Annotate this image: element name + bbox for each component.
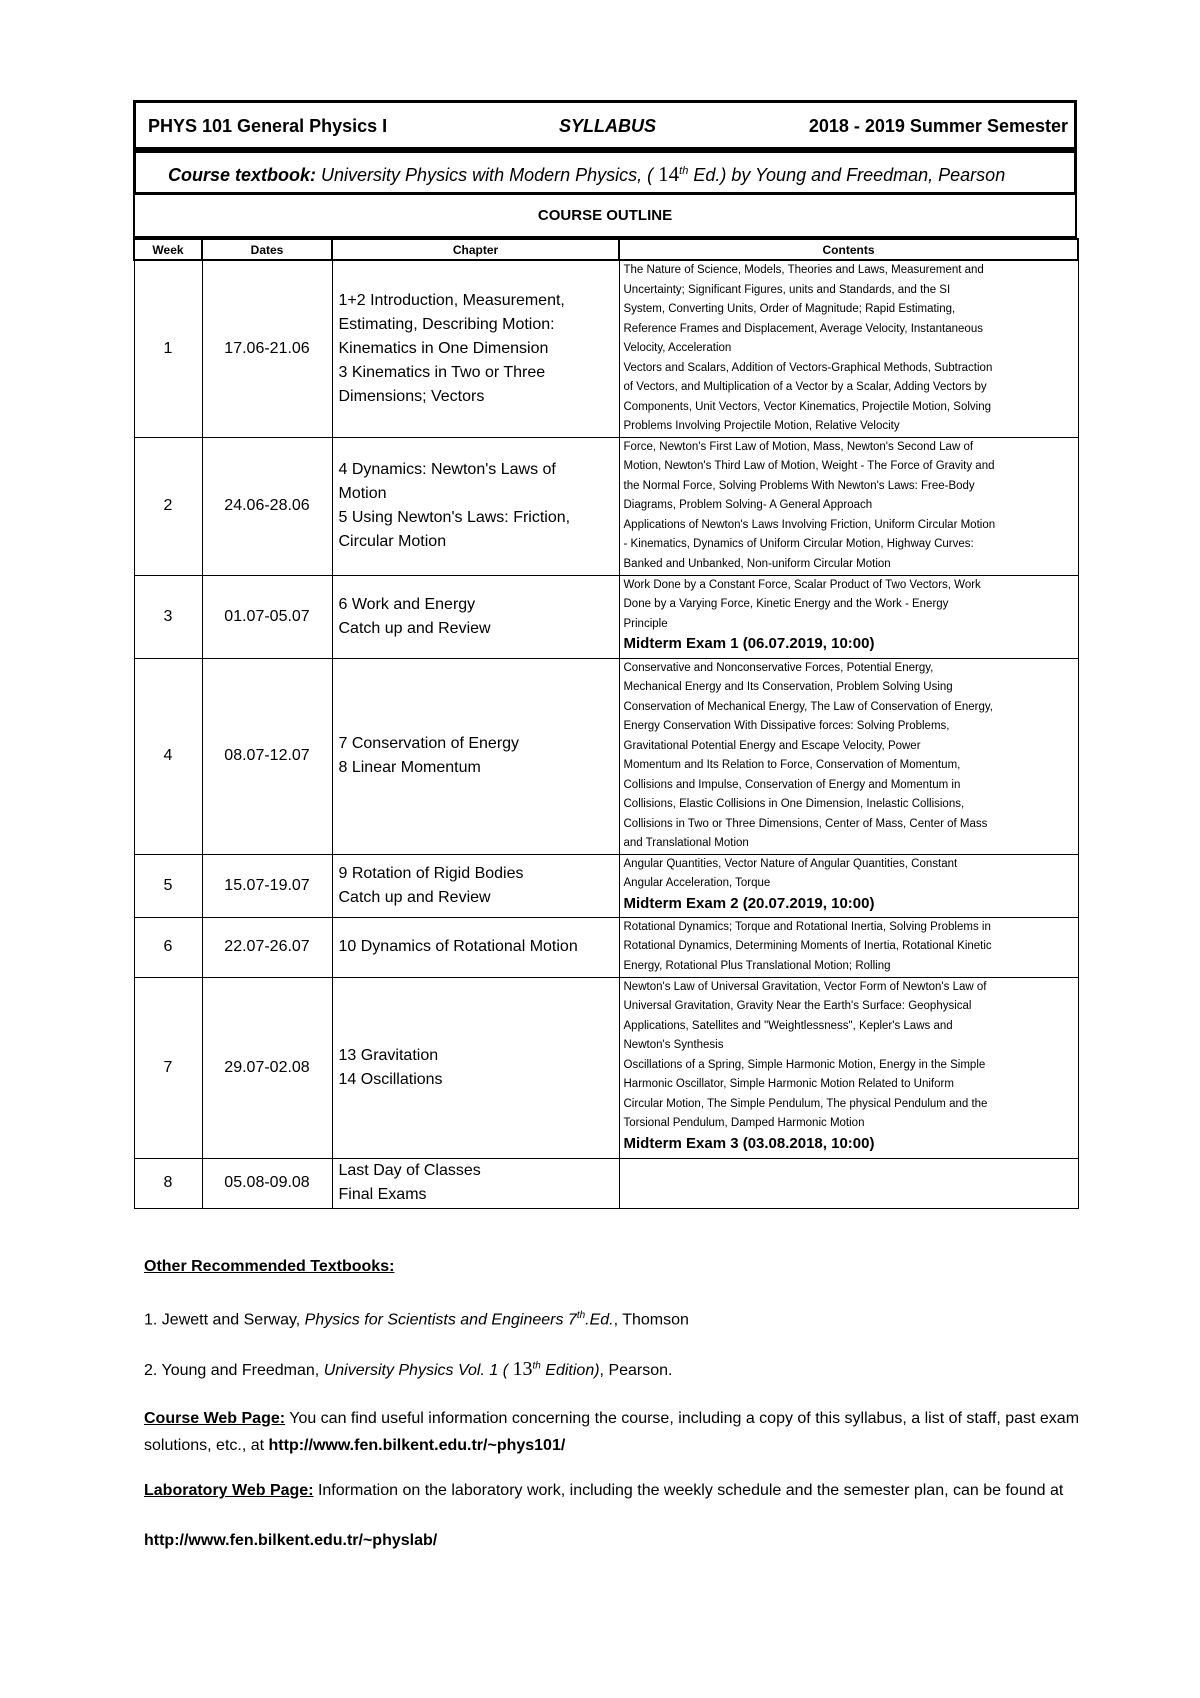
chapter-cell [332,575,619,658]
contents-line: Newton's Law of Universal Gravitation, Vector Form of Newton's Law of [623,980,987,993]
dates-cell: 17.06-21.06 [202,260,332,437]
header-week: Week [134,239,202,260]
contents-line: Velocity, Acceleration [623,342,732,354]
contents-line: Momentum and Its Relation to Force, Conservation of Momentum, [623,759,961,771]
contents-line: Newton's Synthesis [623,1039,724,1051]
contents-line: Rotational Dynamics; Torque and Rotational Inertia, Solving Problems in [623,920,991,933]
chapter-cell [332,917,619,977]
course-web-page-label: Course Web Page: [144,1410,286,1427]
contents-line: Rotational Dynamics, Determining Moments of Inertia, Rotational Kinetic [623,940,992,952]
chapter-line: Dimensions; Vectors [338,387,485,405]
course-textbook-label: Course textbook: [168,165,317,185]
header-contents: Contents [619,239,1078,260]
syllabus-header [133,100,1077,153]
chapter-line: 3 Kinematics in Two or Three [338,363,546,381]
dates-cell: 01.07-05.07 [202,575,332,658]
contents-line: Components, Unit Vectors, Vector Kinematics, Projectile Motion, Solving [623,400,992,413]
chapter-line: 9 Rotation of Rigid Bodies [338,864,524,882]
table-row [134,260,1078,437]
contents-line: Collisions in Two or Three Dimensions, Center of Mass, Center of Mass [623,817,988,830]
table-row [134,854,1078,917]
document-title: SYLLABUS [559,116,657,136]
week-cell: 6 [134,917,202,977]
chapter-line: 5 Using Newton's Laws: Friction, [338,509,571,526]
contents-line: of Vectors, and Multiplication of a Vector by a Scalar, Adding Vectors by [623,381,987,393]
dates-cell: 29.07-02.08 [202,977,332,1158]
book-1-title: Physics for Scientists and Engineers 7 [304,1311,577,1329]
contents-line: Problems Involving Projectile Motion, Relative Velocity [623,420,900,432]
contents-line: Mechanical Energy and Its Conservation, Problem Solving Using [623,681,953,693]
contents-cell [619,575,1078,658]
chapter-line: Catch up and Review [338,619,491,637]
book-2-title: University Physics Vol. 1 ( [323,1362,509,1379]
contents-line: Motion, Newton's Third Law of Motion, Weight - The Force of Gravity and [623,460,995,472]
table-row [134,575,1078,658]
course-schedule-table [133,238,1079,1209]
contents-line: Reference Frames and Displacement, Average Velocity, Instantaneous [623,322,983,335]
chapter-line: Final Exams [338,1186,427,1203]
week-cell: 1 [134,260,202,437]
contents-cell [619,1158,1078,1208]
chapter-line: 8 Linear Momentum [338,759,481,776]
contents-line: Collisions, Elastic Collisions in One Dimension, Inelastic Collisions, [623,798,965,810]
dates-cell: 05.08-09.08 [202,1158,332,1208]
contents-line: Circular Motion, The Simple Pendulum, The physical Pendulum and the [623,1097,988,1110]
contents-line: and Translational Motion [623,837,749,849]
course-web-page-line-1: Course Web Page: You can find useful information concerning the course, including a copy of this syllabus, a list of staff, past exam [144,1410,1080,1427]
contents-cell [619,854,1078,917]
contents-line: Diagrams, Problem Solving- A General Approach [623,499,873,511]
textbook-edition-number: 14 [658,162,680,186]
chapter-line: 7 Conservation of Energy [338,735,520,752]
contents-line: Energy Conservation With Dissipative forces: Solving Problems, [623,720,950,732]
course-outline-title: COURSE OUTLINE [133,193,1077,238]
contents-line: the Normal Force, Solving Problems With Newton's Laws: Free-Body [623,479,975,492]
chapter-cell [332,1158,619,1208]
course-textbook-box [133,147,1077,195]
recommended-book-1: 1. Jewett and Serway, Physics for Scientists and Engineers 7th.Ed., Thomson [144,1310,689,1329]
chapter-line: Estimating, Describing Motion: [338,315,555,333]
contents-line: Conservative and Nonconservative Forces, Potential Energy, [623,661,934,674]
contents-cell [619,917,1078,977]
table-row [134,658,1078,854]
contents-line: Uncertainty; Significant Figures, units and Standards, and the SI [623,283,951,296]
chapter-line: 14 Oscillations [338,1070,443,1088]
header-dates: Dates [202,239,332,260]
dates-cell: 22.07-26.07 [202,917,332,977]
contents-line: Done by a Varying Force, Kinetic Energy and the Work - Energy [623,598,949,610]
textbook-edition-suffix: th [679,165,689,177]
contents-line: Applications, Satellites and "Weightlessness", Kepler's Laws and [623,1019,953,1032]
contents-line: Harmonic Oscillator, Simple Harmonic Motion Related to Uniform [623,1078,954,1090]
course-name: PHYS 101 General Physics I [148,116,388,136]
contents-cell [619,977,1078,1158]
contents-line: Gravitational Potential Energy and Escape Velocity, Power [623,739,921,752]
contents-line: Angular Quantities, Vector Nature of Angular Quantities, Constant [623,857,958,870]
contents-line: Principle [623,617,668,630]
week-cell: 3 [134,575,202,658]
week-cell: 8 [134,1158,202,1208]
recommended-book-2: 2. Young and Freedman, University Physics Vol. 1 ( 13th Edition), Pearson. [144,1358,673,1380]
textbook-publisher: Ed.) by Young and Freedman, Pearson [688,165,1006,185]
laboratory-web-page-link[interactable]: http://www.fen.bilkent.edu.tr/~physlab/ [144,1532,438,1549]
contents-line: Energy, Rotational Plus Translational Motion; Rolling [623,959,891,972]
chapter-line: Kinematics in One Dimension [338,339,549,357]
course-textbook-line [168,162,1005,187]
chapter-cell [332,854,619,917]
contents-line: Oscillations of a Spring, Simple Harmonic Motion, Energy in the Simple [623,1058,986,1071]
course-web-page-line-2: solutions, etc., at http://www.fen.bilkent.edu.tr/~phys101/ [144,1437,566,1454]
dates-cell: 08.07-12.07 [202,658,332,854]
table-header-row [134,239,1078,260]
laboratory-web-page-line: Laboratory Web Page: Information on the laboratory work, including the weekly schedule and the semester plan, can be found at [144,1482,1064,1499]
chapter-line: 10 Dynamics of Rotational Motion [338,938,578,955]
contents-line: Vectors and Scalars, Addition of Vectors-Graphical Methods, Subtraction [623,361,993,374]
chapter-line: Circular Motion [338,533,447,550]
other-textbooks-heading: Other Recommended Textbooks: [144,1258,395,1275]
chapter-line: 13 Gravitation [338,1046,439,1064]
table-row [134,977,1078,1158]
schedule-body [134,260,1078,1208]
course-web-page-link[interactable]: http://www.fen.bilkent.edu.tr/~phys101/ [268,1437,566,1454]
contents-line: Work Done by a Constant Force, Scalar Product of Two Vectors, Work [623,578,981,591]
contents-line: Torsional Pendulum, Damped Harmonic Motion [623,1117,865,1129]
chapter-cell [332,977,619,1158]
contents-cell [619,437,1078,575]
contents-line: System, Converting Units, Order of Magnitude; Rapid Estimating, [623,303,956,315]
textbook-title: University Physics with Modern Physics, ( [316,165,654,185]
midterm-exam-label: Midterm Exam 3 (03.08.2018, 10:00) [623,1134,875,1152]
contents-line: Angular Acceleration, Torque [623,877,771,889]
laboratory-web-page-url-line [144,1532,437,1550]
week-cell: 5 [134,854,202,917]
contents-line: Banked and Unbanked, Non-uniform Circular Motion [623,557,891,570]
chapter-cell [332,437,619,575]
table-row [134,1158,1078,1208]
dates-cell: 15.07-19.07 [202,854,332,917]
week-cell: 2 [134,437,202,575]
chapter-line: Catch up and Review [338,888,491,906]
midterm-exam-label: Midterm Exam 2 (20.07.2019, 10:00) [623,894,875,912]
dates-cell: 24.06-28.06 [202,437,332,575]
contents-line: Collisions and Impulse, Conservation of Energy and Momentum in [623,778,961,791]
chapter-line: Last Day of Classes [338,1162,481,1179]
week-cell: 4 [134,658,202,854]
contents-cell [619,658,1078,854]
table-row [134,437,1078,575]
contents-line: Universal Gravitation, Gravity Near the Earth's Surface: Geophysical [623,1000,972,1012]
contents-line: Applications of Newton's Laws Involving Friction, Uniform Circular Motion [623,518,996,531]
contents-line: The Nature of Science, Models, Theories and Laws, Measurement and [623,264,984,276]
table-row [134,917,1078,977]
contents-line: Conservation of Mechanical Energy, The Law of Conservation of Energy, [623,700,993,713]
chapter-cell [332,658,619,854]
contents-line: - Kinematics, Dynamics of Uniform Circular Motion, Highway Curves: [623,538,974,550]
contents-line: Force, Newton's First Law of Motion, Mass, Newton's Second Law of [623,440,974,453]
chapter-cell [332,260,619,437]
chapter-line: 6 Work and Energy [338,595,476,613]
midterm-exam-label: Midterm Exam 1 (06.07.2019, 10:00) [623,635,875,652]
chapter-line: 4 Dynamics: Newton's Laws of [338,461,556,478]
semester-label: 2018 - 2019 Summer Semester [808,116,1068,136]
week-cell: 7 [134,977,202,1158]
chapter-line: Motion [338,485,387,502]
laboratory-web-page-label: Laboratory Web Page: [144,1482,314,1499]
contents-cell [619,260,1078,437]
chapter-line: 1+2 Introduction, Measurement, [338,291,565,309]
header-chapter: Chapter [332,239,619,260]
